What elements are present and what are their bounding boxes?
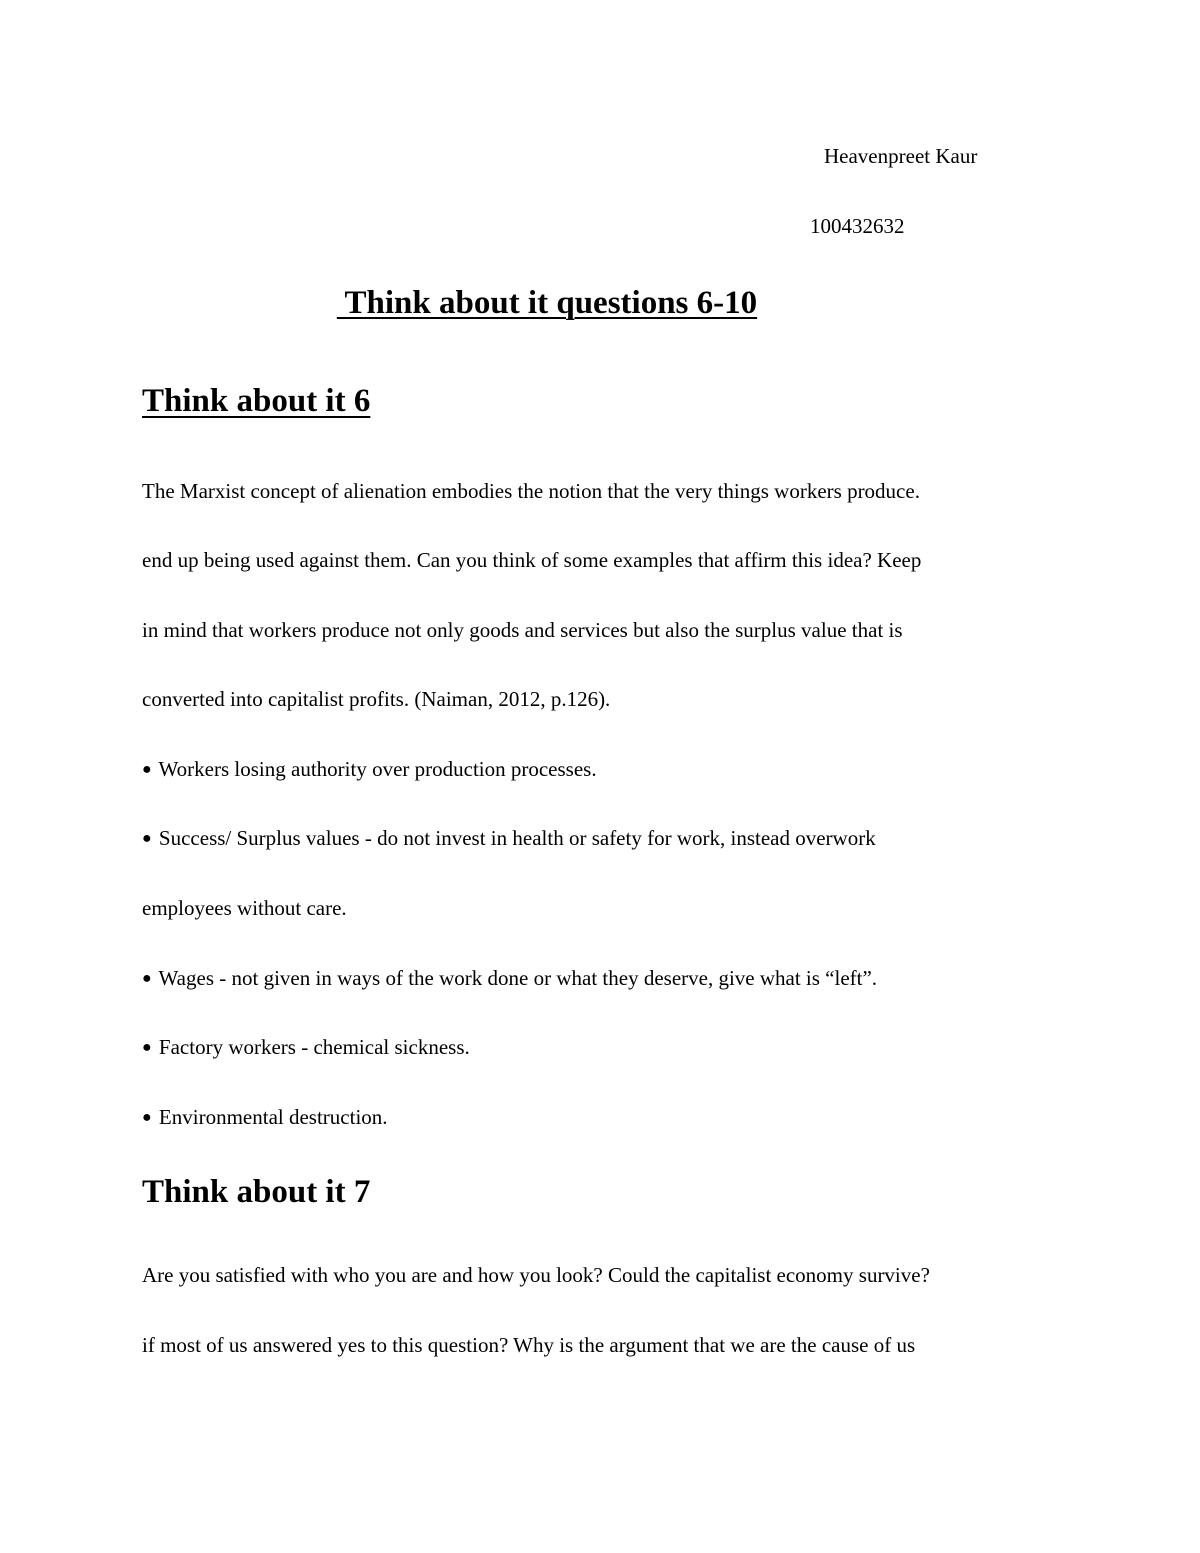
bullet-icon: ● xyxy=(142,1109,152,1126)
answer-list-item xyxy=(142,965,877,992)
question-6-line-3: in mind that workers produce not only goods and services but also the surplus value that is xyxy=(142,618,903,642)
question-6-line-1: The Marxist concept of alienation embodies the notion that the very things workers produce. xyxy=(142,479,920,503)
question-7-line-2: if most of us answered yes to this question? Why is the argument that we are the cause of us xyxy=(142,1333,916,1357)
document-title: Think about it questions 6-10 xyxy=(336,285,758,321)
question-6-line-4: converted into capitalist profits. (Naiman, 2012, p.126). xyxy=(142,687,611,711)
author-name: Heavenpreet Kaur xyxy=(824,144,978,168)
answer-text: Factory workers - chemical sickness. xyxy=(158,1035,470,1059)
bullet-icon: ● xyxy=(142,830,152,847)
bullet-icon: ● xyxy=(142,761,152,778)
question-7-line-1: Are you satisfied with who you are and how you look? Could the capitalist economy survive? xyxy=(142,1263,930,1287)
answer-text: Environmental destruction. xyxy=(158,1105,388,1129)
answer-continuation-line: employees without care. xyxy=(142,896,347,920)
question-6-line-2: end up being used against them. Can you think of some examples that affirm this idea? Keep xyxy=(142,548,922,572)
answer-text: Wages - not given in ways of the work done or what they deserve, give what is “left”. xyxy=(158,966,878,990)
student-id: 100432632 xyxy=(810,214,905,238)
section-heading-7: Think about it 7 xyxy=(142,1174,371,1210)
answer-list-item xyxy=(142,1034,470,1061)
answer-list-item xyxy=(142,756,597,783)
answer-list-item xyxy=(142,1104,388,1131)
answer-text: Workers losing authority over production processes. xyxy=(158,757,597,781)
section-heading-6: Think about it 6 xyxy=(142,383,371,419)
bullet-icon: ● xyxy=(142,1039,152,1056)
answer-text: Success/ Surplus values - do not invest in health or safety for work, instead overwork xyxy=(158,826,876,850)
bullet-icon: ● xyxy=(142,970,152,987)
answer-list-item xyxy=(142,825,876,852)
